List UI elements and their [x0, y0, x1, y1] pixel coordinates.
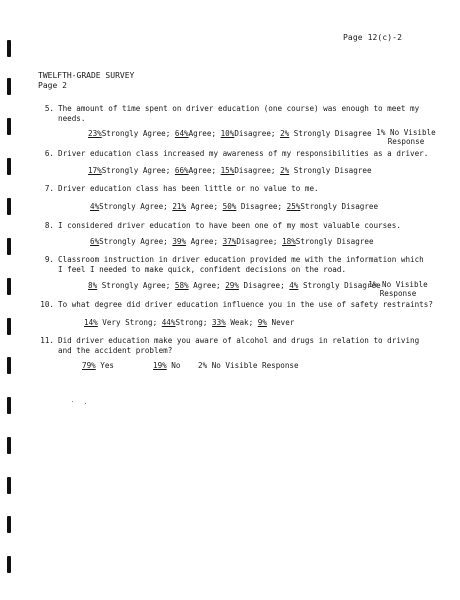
binder-mark [7, 158, 11, 175]
answer-label: Strongly Agree; [101, 166, 171, 175]
question-number: 6. [44, 149, 54, 158]
binder-mark [7, 357, 11, 374]
answer-row [84, 318, 294, 328]
question-text: Classroom instruction in driver education provided me with the information which I feel I needed to make quick, confident decisions on the road. [58, 255, 424, 274]
answer-percent: 58% [174, 281, 189, 290]
answer-label: Agree; [188, 166, 217, 175]
answer-percent: 9% [257, 318, 267, 327]
answer-percent: 64% [174, 129, 189, 138]
answer-percent: 19% [153, 361, 167, 370]
answer-percent: 21% [172, 202, 187, 211]
answer-percent: 4% [90, 202, 100, 211]
answer-label: Disagree; [238, 281, 285, 290]
scan-speck [85, 403, 86, 404]
answer-percent: 10% [220, 129, 235, 138]
title-line: TWELFTH-GRADE SURVEY [38, 71, 135, 80]
page-number: Page 12(c)-2 [343, 33, 402, 42]
title-subline: Page 2 [38, 81, 67, 90]
answer-label: Strongly Disagree [289, 166, 372, 175]
answer-label: Yes [95, 361, 115, 370]
answer-percent: 8% [88, 281, 98, 290]
binder-mark [7, 318, 11, 335]
answer-percent: 29% [225, 281, 239, 290]
answer-label: Strongly Agree; [99, 202, 168, 211]
answer-row [88, 166, 372, 176]
answer-label: Agree; [186, 202, 219, 211]
question-text: Driver education class has been little or no value to me. [58, 184, 319, 193]
answer-row [90, 237, 374, 247]
no-response-note: 2% No Visible Response [198, 361, 299, 370]
binder-mark [7, 397, 11, 414]
question-text: To what degree did driver education influence you in the use of safety restraints? [58, 300, 433, 309]
answer-row [90, 202, 378, 212]
answer-percent: 18% [282, 237, 296, 246]
answer-percent: 4% [289, 281, 299, 290]
binder-mark [7, 477, 11, 494]
answer-label: Disagree; [234, 129, 276, 138]
answer-row [153, 361, 180, 371]
answer-label: Disagree; [236, 237, 278, 246]
answer-percent: 23% [88, 129, 102, 138]
answer-label: Agree; [188, 281, 221, 290]
answer-percent: 44% [161, 318, 176, 327]
answer-label: Weak; [225, 318, 254, 327]
answer-label: Disagree; [236, 202, 283, 211]
question-number: 10. [40, 300, 54, 309]
question-number: 7. [44, 184, 54, 193]
question-number: 9. [44, 255, 54, 264]
answer-percent: 50% [222, 202, 237, 211]
answer-label: Strongly Agree; [101, 129, 171, 138]
answer-label: Disagree; [234, 166, 276, 175]
answer-label: Very Strong; [97, 318, 158, 327]
answer-percent: 17% [88, 166, 102, 175]
no-response-note: 1% No Visible Response [368, 280, 428, 298]
binder-mark [7, 278, 11, 295]
binder-mark [7, 238, 11, 255]
answer-percent: 2% [280, 129, 290, 138]
binder-mark [7, 40, 11, 57]
answer-label: No [166, 361, 181, 370]
answer-percent: 37% [222, 237, 237, 246]
scan-speck [72, 401, 73, 402]
answer-percent: 66% [174, 166, 189, 175]
answer-label: Strongly Disagree [295, 237, 374, 246]
question-text: I considered driver education to have been one of my most valuable courses. [58, 221, 401, 230]
answer-percent: 2% [280, 166, 290, 175]
answer-percent: 15% [220, 166, 235, 175]
answer-label: Agree; [188, 129, 217, 138]
answer-percent: 25% [286, 202, 301, 211]
answer-label: Strong; [175, 318, 208, 327]
question-text: Driver education class increased my awareness of my responsibilities as a driver. [58, 149, 429, 158]
answer-row [82, 361, 114, 371]
binder-mark [7, 198, 11, 215]
answer-row [88, 129, 372, 139]
answer-label: Strongly Agree; [99, 237, 168, 246]
answer-label: Strongly Disagree [298, 281, 381, 290]
question-number: 8. [44, 221, 54, 230]
answer-label: Agree; [186, 237, 219, 246]
binder-marks [7, 0, 13, 600]
question-number: 5. [44, 104, 54, 113]
answer-label: Never [266, 318, 295, 327]
binder-mark [7, 118, 11, 135]
question-text: Did driver education make you aware of alcohol and drugs in relation to driving and the accident problem? [58, 336, 420, 355]
answer-percent: 39% [172, 237, 187, 246]
answer-row [88, 281, 381, 291]
binder-mark [7, 78, 11, 95]
document-title [38, 71, 134, 91]
answer-label: Strongly Disagree [289, 129, 372, 138]
no-response-note: 1% No Visible Response [376, 128, 436, 146]
answer-label: Strongly Disagree [300, 202, 379, 211]
answer-percent: 79% [82, 361, 96, 370]
binder-mark [7, 556, 11, 573]
question-number: 11. [40, 336, 54, 345]
binder-mark [7, 437, 11, 454]
binder-mark [7, 516, 11, 533]
question-text: The amount of time spent on driver education (one course) was enough to meet my needs. [58, 104, 420, 123]
answer-percent: 6% [90, 237, 100, 246]
answer-percent: 14% [84, 318, 98, 327]
answer-label: Strongly Agree; [97, 281, 171, 290]
answer-percent: 33% [212, 318, 226, 327]
